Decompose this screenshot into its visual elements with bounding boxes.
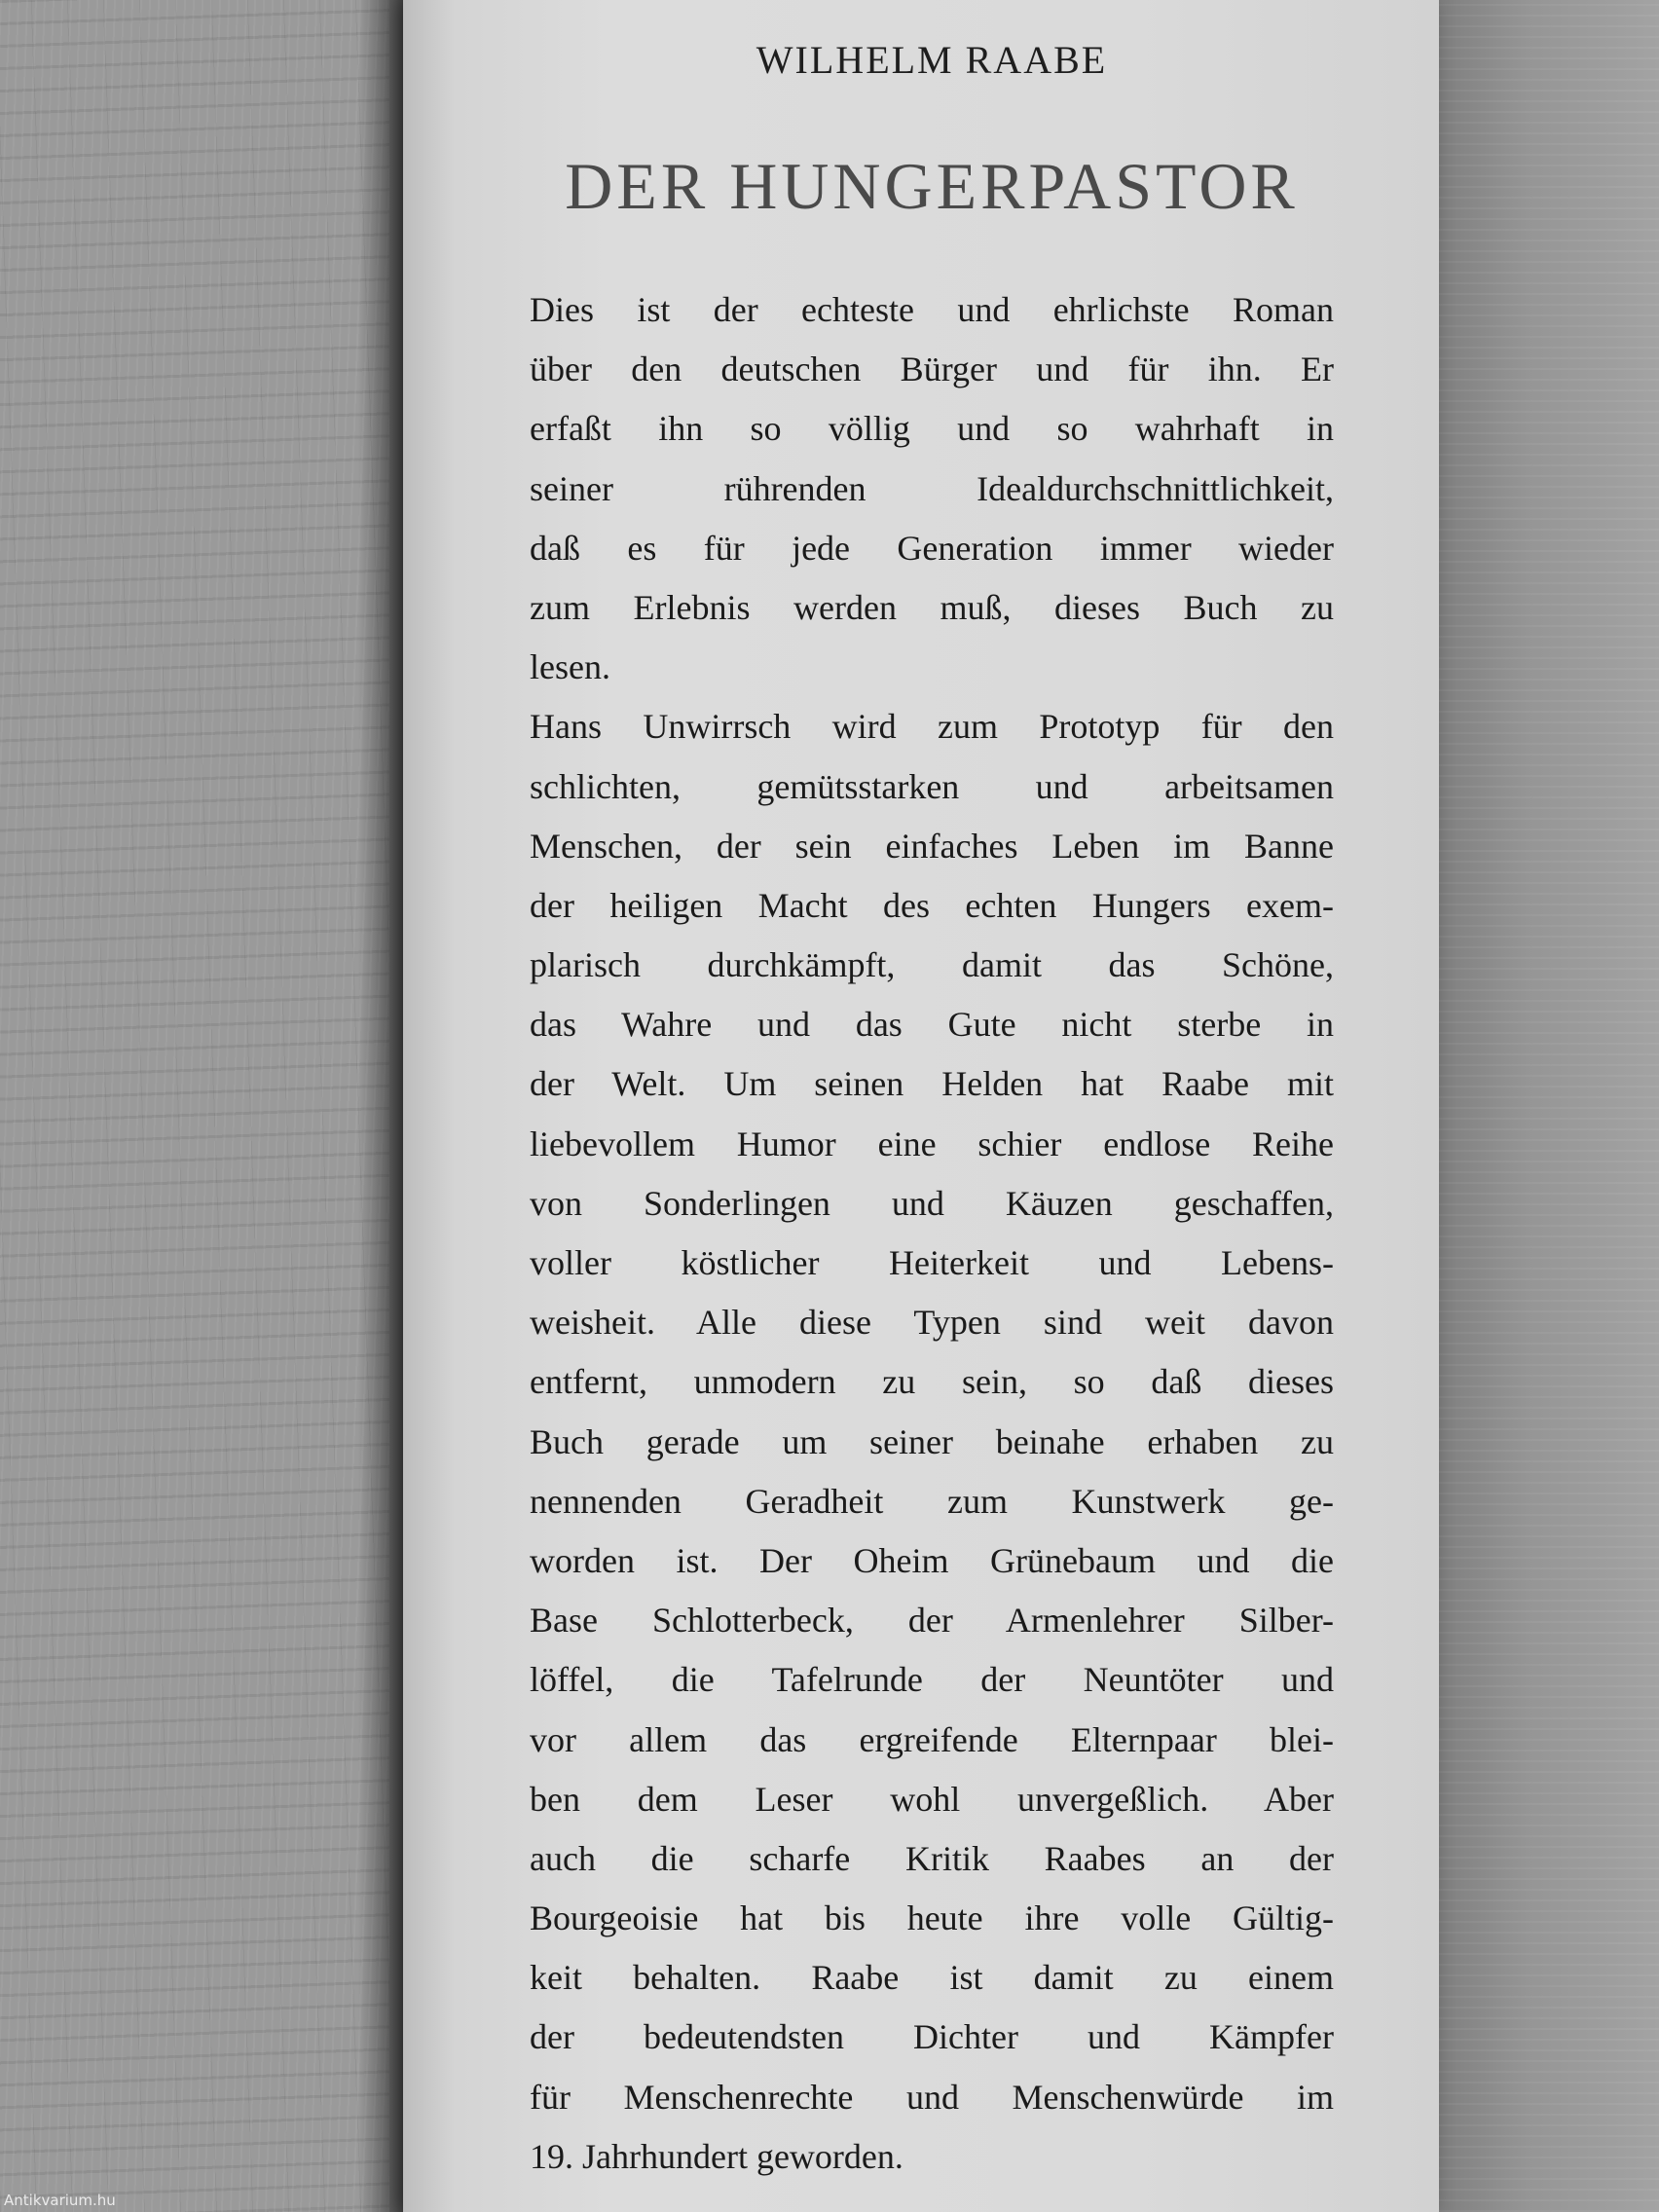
blurb-line: der heiligen Macht des echten Hungers exem- <box>530 885 1334 925</box>
blurb-line: das Wahre und das Gute nicht sterbe in <box>530 1005 1334 1045</box>
blurb-line: Bourgeoisie hat bis heute ihre volle Gültig- <box>530 1899 1334 1938</box>
blurb-line: löffel, die Tafelrunde der Neuntöter und <box>530 1660 1334 1700</box>
blurb-line: seiner rührenden Idealdurchschnittlichkeit, <box>530 468 1334 508</box>
blurb-line: zum Erlebnis werden muß, dieses Buch zu <box>530 587 1334 627</box>
blurb-line: lesen. <box>530 647 610 687</box>
book-flap-page <box>403 0 1439 2212</box>
blurb-line: Hans Unwirrsch wird zum Prototyp für den <box>530 707 1334 747</box>
blurb-line: 19. Jahrhundert geworden. <box>530 2136 903 2176</box>
left-paper-background <box>0 0 389 2212</box>
blurb-line: ben dem Leser wohl unvergeßlich. Aber <box>530 1779 1334 1819</box>
blurb-line: plarisch durchkämpft, damit das Schöne, <box>530 945 1334 985</box>
watermark: Antikvarium.hu <box>4 2192 116 2209</box>
blurb-line: daß es für jede Generation immer wieder <box>530 528 1334 568</box>
blurb-line: entfernt, unmodern zu sein, so daß dieses <box>530 1362 1334 1402</box>
blurb-line: vor allem das ergreifende Elternpaar blei- <box>530 1719 1334 1759</box>
blurb-line: liebevollem Humor eine schier endlose Reihe <box>530 1124 1334 1163</box>
book-title: DER HUNGERPASTOR <box>565 149 1299 223</box>
blurb-line: über den deutschen Bürger und für ihn. Er <box>530 350 1334 389</box>
author-name: WILHELM RAABE <box>756 38 1108 82</box>
blurb-text <box>530 280 1334 2187</box>
right-background-panel <box>1439 0 1659 2212</box>
blurb-line: Buch gerade um seiner beinahe erhaben zu <box>530 1421 1334 1461</box>
blurb-line: auch die scharfe Kritik Raabes an der <box>530 1838 1334 1878</box>
blurb-line: nennenden Geradheit zum Kunstwerk ge- <box>530 1481 1334 1521</box>
blurb-line: für Menschenrechte und Menschenwürde im <box>530 2077 1334 2117</box>
blurb-line: Menschen, der sein einfaches Leben im Banne <box>530 826 1334 866</box>
blurb-line: der bedeutendsten Dichter und Kämpfer <box>530 2017 1334 2057</box>
blurb-line: der Welt. Um seinen Helden hat Raabe mit <box>530 1064 1334 1104</box>
blurb-line: keit behalten. Raabe ist damit zu einem <box>530 1958 1334 1998</box>
blurb-line: weisheit. Alle diese Typen sind weit davon <box>530 1303 1334 1343</box>
blurb-line: erfaßt ihn so völlig und so wahrhaft in <box>530 409 1334 449</box>
blurb-line: Base Schlotterbeck, der Armenlehrer Silber- <box>530 1601 1334 1641</box>
blurb-line: von Sonderlingen und Käuzen geschaffen, <box>530 1183 1334 1223</box>
blurb-line: worden ist. Der Oheim Grünebaum und die <box>530 1540 1334 1580</box>
blurb-line: Dies ist der echteste und ehrlichste Roman <box>530 290 1334 329</box>
blurb-line: schlichten, gemütsstarken und arbeitsamen <box>530 766 1334 806</box>
blurb-line: voller köstlicher Heiterkeit und Lebens- <box>530 1243 1334 1282</box>
